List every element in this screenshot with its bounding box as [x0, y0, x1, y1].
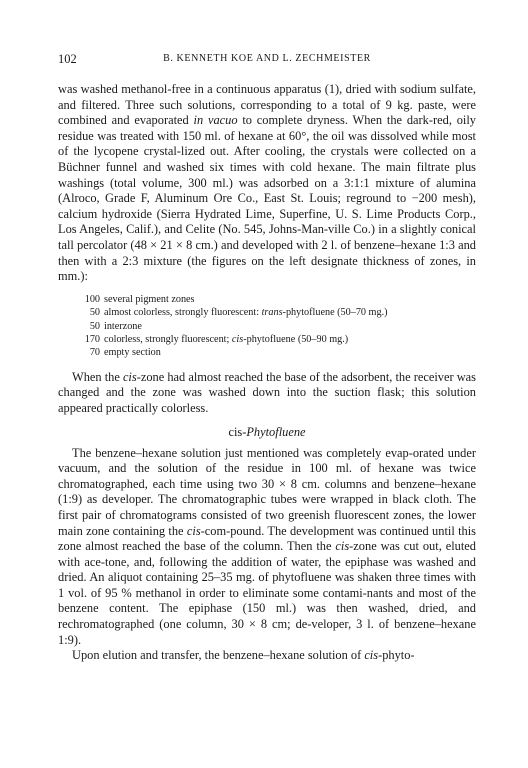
italic-term: cis: [122, 369, 137, 384]
page-number: 102: [58, 52, 77, 66]
zone-description: almost colorless, strongly fluorescent:: [104, 307, 262, 319]
section-heading-prefix: cis-: [228, 424, 247, 439]
text-run: was washed methanol-free in a continuous apparatus (1), dried with sodium sulfate, and filtered. Three such solutions, corresponding to a total of 9 kg. paste, were combined and evaporated: [58, 82, 476, 128]
zone-list: [78, 293, 476, 360]
zone-description: colorless, strongly fluorescent;: [104, 333, 232, 345]
paragraph-elution: [58, 648, 476, 664]
text-run: -zone had almost reached the base of the adsorbent, the receiver was changed and the zone was washed down into the suction flask; this solution appeared practically colorless.: [58, 369, 476, 415]
zone-description: several pigment zones: [104, 293, 195, 305]
text-run: When the: [72, 369, 123, 384]
zone-thickness: 170: [84, 333, 100, 345]
italic-term: cis: [186, 523, 201, 538]
zone-thickness: 100: [84, 293, 100, 305]
paragraph-cis-zone: [58, 370, 476, 417]
zone-description: empty section: [104, 347, 161, 359]
italic-term: in vacuo: [193, 113, 238, 128]
text-run: -phyto-: [378, 648, 415, 663]
italic-term: cis: [364, 648, 379, 663]
zone-item: [78, 293, 476, 306]
text-run: Upon elution and transfer, the benzene–hexane solution of: [72, 648, 365, 663]
zone-description-tail: -phytofluene (50–90 mg.): [243, 333, 349, 345]
zone-item: [78, 320, 476, 333]
zone-thickness: 70: [89, 347, 100, 359]
text-run: -zone was cut out, eluted with ace-tone, and, following the addition of water, the epiphase was washed and dried. An aliquot containing 25–35 mg. of phytofluene was shaken three times with 1 vol. of 95 % methanol in order to eliminate some contami-nants and most of the benzene content. The epiphase (150 ml.) was then washed, dried, and rechromatographed (one column, 30 × 8 cm; de-veloper, 3 l. of benzene–hexane 1:9).: [58, 539, 476, 647]
page-header: [58, 52, 476, 70]
zone-item: [78, 346, 476, 359]
text-run: to complete dryness. When the dark-red, oily residue was treated with 150 ml. of hexane at 60°, the oil was dissolved while most of the lycopene crystal-lized out. After cooling, the crystals were collected on a Büchner funnel and washed six times with cold hexane. The main filtrate plus washings (total volume, 300 ml.) was adsorbed on a 3:1:1 mixture of alumina (Alroco, Grade F, Aluminum Ore Co., East St. Louis; reground to −200 mesh), calcium hydroxide (Sierra Hydrated Lime, Superfine, U. S. Lime Products Corp., Los Angeles, Calif.), and Celite (No. 545, Johns-Man-ville Co.) in a slightly conical tall percolator (48 × 21 × 8 cm.) and developed with 2 l. of benzene–hexane 1:3 and then with a 2:3 mixture (the figures on the left designate thickness of zones, in mm.):: [58, 113, 476, 284]
zone-italic-term: cis: [231, 333, 244, 345]
section-heading-italic: Phytofluene: [246, 424, 306, 439]
zone-description: interzone: [104, 320, 142, 332]
zone-item: [78, 333, 476, 346]
zone-thickness: 50: [89, 307, 100, 319]
text-run: -com-pound. The development was continued until this zone almost reached the base of the column. Then the: [58, 523, 476, 554]
running-head: B. KENNETH KOE AND L. ZECHMEISTER: [163, 53, 371, 64]
zone-thickness: 50: [89, 320, 100, 332]
italic-term: cis: [335, 539, 350, 554]
zone-item: [78, 306, 476, 319]
zone-italic-term: trans: [261, 307, 283, 319]
document-page: [58, 52, 476, 664]
zone-description-tail: -phytofluene (50–70 mg.): [282, 307, 388, 319]
section-heading: [58, 425, 476, 440]
paragraph-methods-continued: [58, 82, 476, 285]
text-run: The benzene–hexane solution just mentioned was completely evap-orated under vacuum, and the solution of the residue in 100 ml. of hexane was twice chromatographed, each time using two 30 × 8 cm. columns and benzene–hexane (1:9) as developer. The chromatographic tubes were wrapped in black cloth. The first pair of chromatograms consisted of two greenish fluorescent zones, the lower main zone containing the: [58, 445, 476, 538]
paragraph-chromatography: [58, 446, 476, 649]
